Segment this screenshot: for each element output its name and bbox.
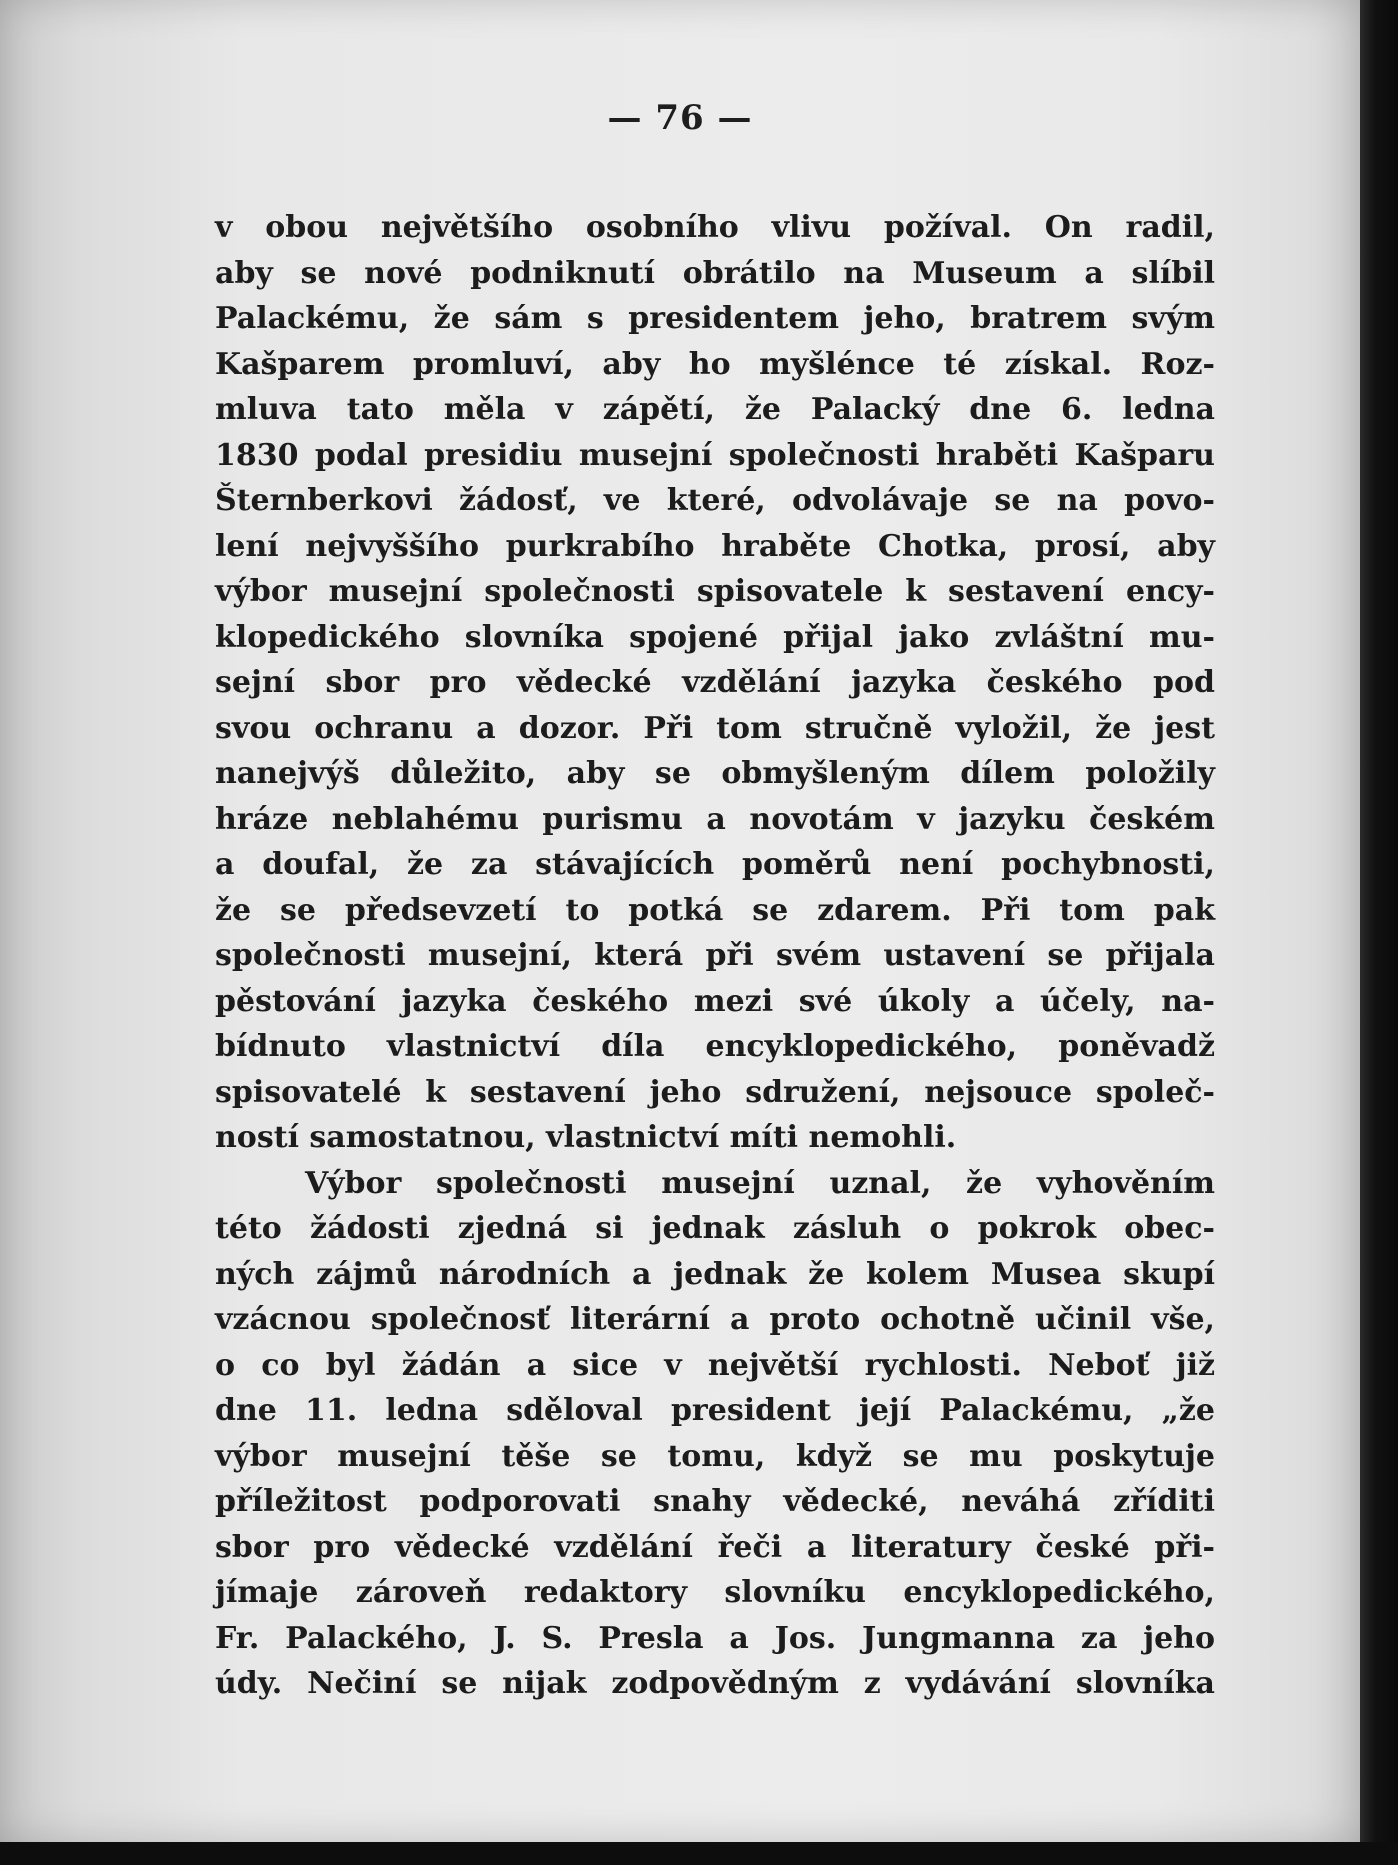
text-line: sejní sbor pro vědecké vzdělání jazyka českého pod xyxy=(215,665,1215,700)
body-text xyxy=(215,205,1215,1707)
text-line: 1830 podal presidiu musejní společnosti hraběti Kašparu xyxy=(215,437,1215,473)
text-line: Fr. Palackého, J. S. Presla a Jos. Jungmanna za jeho xyxy=(215,1620,1215,1656)
text-line: hráze neblahému purismu a novotám v jazyku českém xyxy=(215,801,1215,837)
text-line: Šternberkovi žádosť, ve které, odvolávaje se na povo- xyxy=(215,483,1215,518)
text-line: sbor pro vědecké vzdělání řeči a literatury české při- xyxy=(215,1529,1215,1565)
text-line: společnosti musejní, která při svém ustavení se přijala xyxy=(215,938,1215,973)
text-line: příležitost podporovati snahy vědecké, neváhá zříditi xyxy=(215,1484,1215,1519)
text-line: bídnuto vlastnictví díla encyklopedického, poněvadž xyxy=(215,1029,1215,1064)
text-line: svou ochranu a dozor. Při tom stručně vyložil, že jest xyxy=(215,710,1215,746)
text-line: mluva tato měla v zápětí, že Palacký dne 6. ledna xyxy=(215,392,1215,427)
text-line: výbor musejní společnosti spisovatele k sestavení ency- xyxy=(215,574,1215,609)
page-number: — 76 — xyxy=(607,98,753,138)
text-line: a doufal, že za stávajících poměrů není pochybnosti, xyxy=(215,847,1215,882)
text-line: ných zájmů národních a jednak že kolem Musea skupí xyxy=(215,1256,1215,1292)
bottom-edge xyxy=(0,1842,1398,1865)
text-line: Výbor společnosti musejní uznal, že vyhověním xyxy=(305,1165,1215,1201)
text-line: o co byl žádán a sice v největší rychlosti. Neboť již xyxy=(215,1347,1215,1383)
text-line: ností samostatnou, vlastnictví míti nemohli. xyxy=(215,1120,957,1155)
text-line: vzácnou společnosť literární a proto ochotně učinil vše, xyxy=(215,1302,1215,1337)
text-line: spisovatelé k sestavení jeho sdružení, nejsouce společ- xyxy=(215,1074,1215,1110)
text-line: lení nejvyššího purkrabího hraběte Chotka, prosí, aby xyxy=(215,528,1215,564)
text-line: nanejvýš důležito, aby se obmyšleným dílem položily xyxy=(215,756,1215,791)
text-line: jímaje zároveň redaktory slovníku encyklopedického, xyxy=(215,1575,1215,1610)
text-line: pěstování jazyka českého mezi své úkoly a účely, na- xyxy=(215,983,1215,1019)
text-line: výbor musejní těše se tomu, když se mu poskytuje xyxy=(215,1438,1215,1474)
text-line: údy. Nečiní se nijak zodpovědným z vydávání slovníka xyxy=(215,1666,1215,1701)
text-line: Kašparem promluví, aby ho myšlénce té získal. Roz- xyxy=(215,346,1215,382)
text-line: aby se nové podniknutí obrátilo na Museum a slíbil xyxy=(215,255,1215,291)
text-line: klopedického slovníka spojené přijal jako zvláštní mu- xyxy=(215,619,1215,655)
text-line: této žádosti zjedná si jednak zásluh o pokrok obec- xyxy=(215,1211,1215,1246)
text-line: že se předsevzetí to potká se zdarem. Při tom pak xyxy=(215,892,1215,928)
text-line: v obou největšího osobního vlivu požíval. On radil, xyxy=(215,210,1215,245)
text-line: dne 11. ledna sděloval president její Palackému, „že xyxy=(215,1393,1215,1428)
text-line: Palackému, že sám s presidentem jeho, bratrem svým xyxy=(215,301,1215,336)
binding-edge xyxy=(1360,0,1398,1865)
